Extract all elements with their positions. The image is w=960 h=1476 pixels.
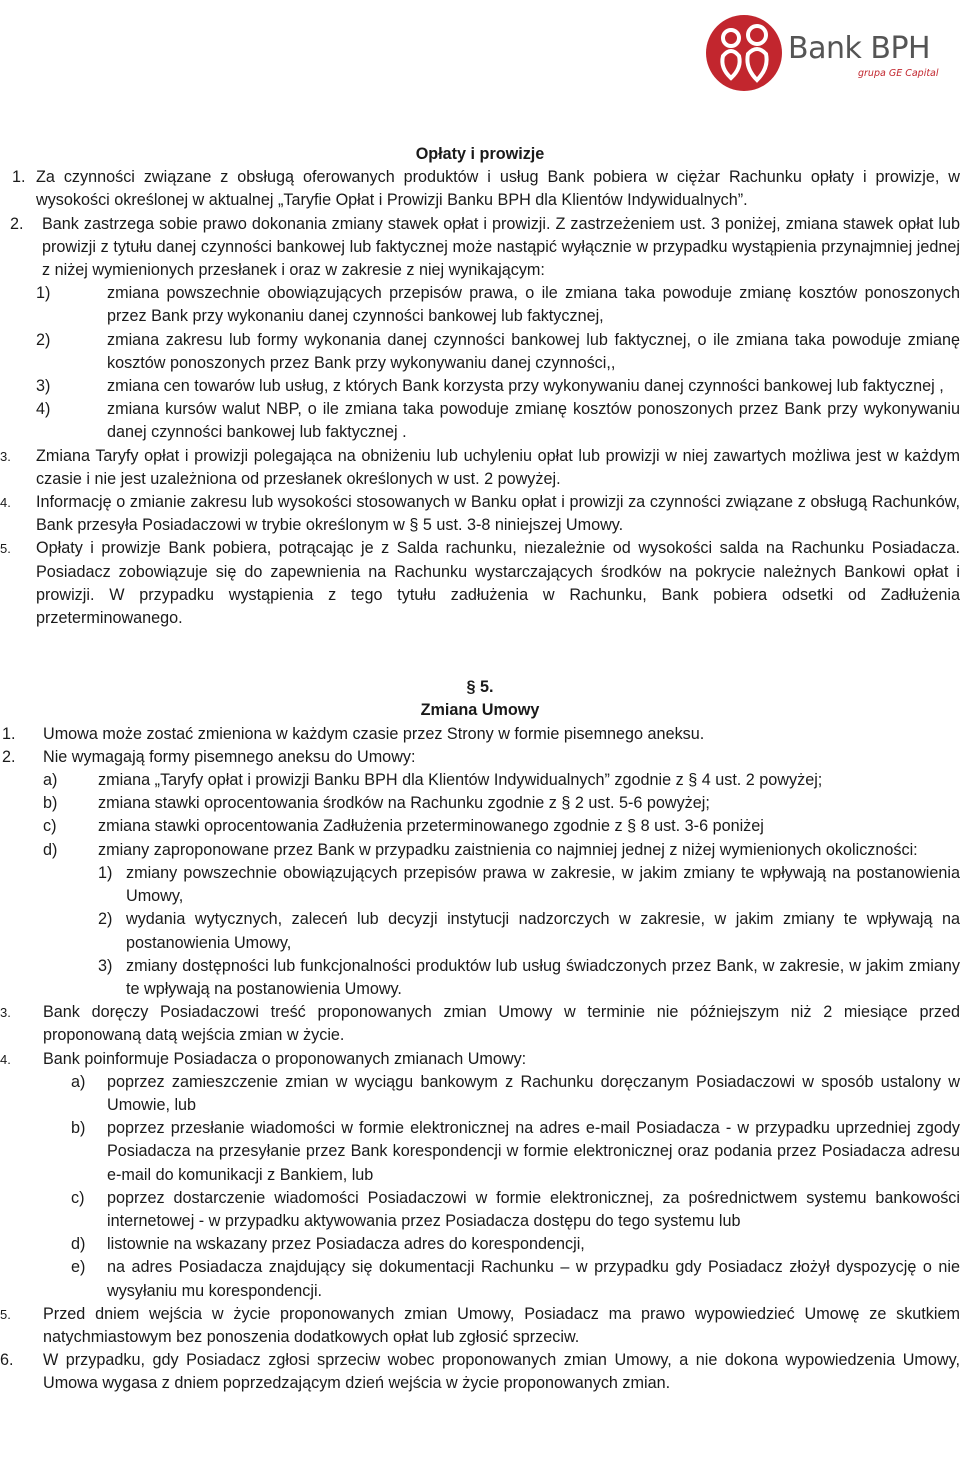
fees-item-3-text: Zmiana Taryfy opłat i prowizji polegająca na obniżeniu lub uchyleniu opłat lub prowizji w niej zawartych możliwa jest w każdym czasie i nie jest uzależniona od przesłanek określonych w ust. 2 powyżej. <box>36 446 960 488</box>
change-item-6-text: W przypadku, gdy Posiadacz zgłosi sprzeciw wobec proponowanych zmian Umowy, a nie dokona wypowiedzenia Umowy, Umowa wygasa z dniem poprzedzającym dzień wejścia w życie proponowanych zmian. <box>43 1351 960 1393</box>
section-title-fees: Opłaty i prowizje <box>415 145 545 163</box>
change-item-2d-3 <box>0 955 960 1001</box>
fees-condition-2-number: 2) <box>36 330 51 349</box>
change-item-4d <box>0 1233 960 1256</box>
change-item-5 <box>0 1303 960 1349</box>
fees-item-2-number: 2. <box>10 214 24 233</box>
bank-logo <box>706 8 956 98</box>
change-item-4e-letter: e) <box>71 1258 86 1277</box>
change-item-2c-letter: c) <box>43 817 57 836</box>
change-item-2d-2-number: 2) <box>98 910 113 929</box>
change-item-2d-3-number: 3) <box>98 956 113 975</box>
fees-condition-2 <box>0 329 960 375</box>
fees-condition-3-number: 3) <box>36 377 51 396</box>
change-item-2d-text: zmiany zaproponowane przez Bank w przypadku zaistnienia co najmniej jednej z niżej wymienionych okoliczności: <box>98 840 918 859</box>
change-item-4a <box>0 1071 960 1117</box>
change-item-2d-2-text: wydania wytycznych, zaleceń lub decyzji instytucji nadzorczych w zakresie, w jakim zmiany te wpływają na postanowienia Umowy, <box>126 910 960 952</box>
fees-condition-4 <box>0 398 960 444</box>
fees-item-5 <box>0 537 960 630</box>
change-item-2a-text: zmiana „Taryfy opłat i prowizji Banku BPH dla Klientów Indywidualnych” zgodnie z § 4 ust. 2 powyżej; <box>98 771 823 790</box>
fees-condition-4-text: zmiana kursów walut NBP, o ile zmiana taka powoduje zmianę kosztów ponoszonych przez Bank przy wykonywaniu danej czynności bankowej lub faktycznej . <box>107 400 960 442</box>
change-item-2d-letter: d) <box>43 840 58 859</box>
fees-item-4-number: 4. <box>0 495 11 511</box>
fees-item-5-text: Opłaty i prowizje Bank pobiera, potrącając je z Salda rachunku, niezależnie od wysokości salda na Rachunku Posiadacza. Posiadacz zobowiązuje się do zapewnienia na Rachunku wystarczających środków na pokrycie należnych Bankowi opłat i prowizji. W przypadku wystąpienia z tego tytułu zadłużenia w Rachunku, Bank pobiera odsetki od Zadłużenia przeterminowanego. <box>36 539 960 628</box>
change-item-2a <box>0 769 960 792</box>
fees-item-5-number: 5. <box>0 541 11 557</box>
change-item-4d-text: listownie na wskazany przez Posiadacza adres do korespondencji, <box>107 1235 585 1254</box>
fees-item-1-number: 1. <box>12 168 26 187</box>
document-body <box>0 143 960 1396</box>
change-item-2b <box>0 792 960 815</box>
change-item-4e-text: na adres Posiadacza znajdujący się dokumentacji Rachunku – w przypadku gdy Posiadacz złożył dyspozycję o nie wysyłaniu mu korespondencji. <box>107 1258 960 1300</box>
fees-condition-1-text: zmiana powszechnie obowiązujących przepisów prawa, o ile zmiana taka powoduje zmianę kosztów ponoszonych przez Bank przy wykonaniu danej czynności bankowej lub faktycznej, <box>107 284 960 326</box>
change-item-6 <box>0 1349 960 1395</box>
change-item-1-text: Umowa może zostać zmieniona w każdym czasie przez Strony w formie pisemnego aneksu. <box>43 724 705 743</box>
change-item-3-text: Bank doręczy Posiadaczowi treść proponowanych zmian Umowy w terminie nie późniejszym niż 2 miesiące przed proponowaną datą wejścia zmian w życie. <box>43 1003 960 1045</box>
fees-item-2 <box>0 213 960 283</box>
change-item-2d-1 <box>0 862 960 908</box>
change-item-2c <box>0 815 960 838</box>
change-item-4a-letter: a) <box>71 1072 86 1091</box>
section-gap <box>0 630 960 676</box>
fees-item-1-text: Za czynności związane z obsługą oferowanych produktów i usług Bank pobiera w ciężar Rachunku opłaty i prowizje, w wysokości określonej w aktualnej „Taryfie Opłat i Prowizji Banku BPH dla Klientów Indywidualnych”. <box>36 168 960 210</box>
change-item-2a-letter: a) <box>43 771 58 790</box>
change-item-4b <box>0 1117 960 1187</box>
fees-item-3 <box>0 445 960 491</box>
change-item-4 <box>0 1048 960 1071</box>
logo-subtitle: grupa GE Capital <box>858 68 939 79</box>
change-item-2d-2 <box>0 908 960 954</box>
change-item-4-text: Bank poinformuje Posiadacza o proponowanych zmianach Umowy: <box>43 1049 527 1068</box>
change-item-2c-text: zmiana stawki oprocentowania Zadłużenia przeterminowanego zgodnie z § 8 ust. 3-6 poniżej <box>98 817 764 836</box>
fees-condition-4-number: 4) <box>36 400 51 419</box>
fees-item-4 <box>0 491 960 537</box>
section-title-agreement-change: Zmiana Umowy <box>420 701 540 720</box>
change-item-3-number: 3. <box>0 1005 11 1021</box>
change-item-4b-letter: b) <box>71 1119 86 1138</box>
change-item-2d-1-number: 1) <box>98 863 113 882</box>
change-item-2b-text: zmiana stawki oprocentowania środków na Rachunku zgodnie z § 2 ust. 5-6 powyżej; <box>98 794 710 813</box>
change-item-2-number: 2. <box>2 747 16 766</box>
change-item-4a-text: poprzez zamieszczenie zmian w wyciągu bankowym z Rachunku doręczanym Posiadaczowi w sposób ustalony w Umowie, lub <box>107 1072 960 1114</box>
change-item-5-text: Przed dniem wejścia w życie proponowanych zmian Umowy, Posiadacz ma prawo wypowiedzieć Umowę ze skutkiem natychmiastowym bez ponoszenia dodatkowych opłat lub zgłosić sprzeciw. <box>43 1304 960 1346</box>
change-item-4e <box>0 1256 960 1302</box>
section-heading-paragraph-5: § 5. <box>466 678 494 697</box>
fees-item-1 <box>0 166 960 212</box>
fees-condition-2-text: zmiana zakresu lub formy wykonania danej czynności bankowej lub faktycznej, o ile zmiana taka powoduje zmianę kosztów ponoszonych przez Bank przy wykonywaniu danej czynności,, <box>107 330 960 372</box>
change-item-2d-1-text: zmiany powszechnie obowiązujących przepisów prawa w zakresie, w jakim zmiany te wpływają na postanowienia Umowy, <box>126 863 960 906</box>
change-item-2-text: Nie wymagają formy pisemnego aneksu do Umowy: <box>43 747 416 766</box>
change-item-5-number: 5. <box>0 1306 11 1322</box>
change-item-2 <box>0 746 960 769</box>
change-item-4b-text: poprzez przesłanie wiadomości w formie elektronicznej na adres e-mail Posiadacza - w przypadku uprzedniej zgody Posiadacza na przesyłanie przez Bank korespondencji w formie elektronicznej oraz podania przez Posiadacza adresu e-mail do komunikacji z Bankiem, lub <box>107 1119 960 1184</box>
change-item-4-number: 4. <box>0 1051 11 1067</box>
change-item-4c-letter: c) <box>71 1188 85 1207</box>
fees-condition-1 <box>0 282 960 328</box>
change-item-4c-text: poprzez dostarczenie wiadomości Posiadaczowi w formie elektronicznej, za pośrednictwem systemu bankowości internetowej - w przypadku aktywowania przez Posiadacza dostępu do tego systemu lub <box>107 1188 960 1230</box>
fees-item-3-number: 3. <box>0 448 11 464</box>
fees-item-2-text: Bank zastrzega sobie prawo dokonania zmiany stawek opłat i prowizji. Z zastrzeżeniem ust. 3 poniżej, zmiana stawek opłat lub prowizji z tytułu danej czynności bankowej lub faktycznej może nastąpić wyłącznie w przypadku wystąpienia przynajmniej jednej z niżej wymienionych przesłanek i oraz w zakresie z niej wynikającym: <box>42 214 960 280</box>
change-item-4d-letter: d) <box>71 1235 86 1254</box>
change-item-3 <box>0 1001 960 1047</box>
change-item-2d <box>0 839 960 862</box>
change-item-2b-letter: b) <box>43 794 58 813</box>
bank-bph-emblem-icon <box>706 8 786 98</box>
change-item-1-number: 1. <box>2 724 16 743</box>
change-item-2d-3-text: zmiany dostępności lub funkcjonalności produktów lub usług świadczonych przez Bank, w zakresie, w jakim zmiany te wpływają na postanowienia Umowy. <box>126 956 960 998</box>
fees-condition-1-number: 1) <box>36 284 51 303</box>
fees-condition-3 <box>0 375 960 398</box>
logo-bank-name: Bank BPH <box>788 31 931 66</box>
fees-condition-3-text: zmiana cen towarów lub usług, z których Bank korzysta przy wykonywaniu danej czynności bankowej lub faktycznej , <box>107 377 944 396</box>
change-item-6-number: 6. <box>0 1351 14 1370</box>
change-item-4c <box>0 1187 960 1233</box>
change-item-1 <box>0 723 960 746</box>
fees-item-4-text: Informację o zmianie zakresu lub wysokości stosowanych w Banku opłat i prowizji za czynności związane z obsługą Rachunków, Bank przesyła Posiadaczowi w trybie określonym w § 5 ust. 3-8 niniejszej Umowy. <box>36 493 960 535</box>
